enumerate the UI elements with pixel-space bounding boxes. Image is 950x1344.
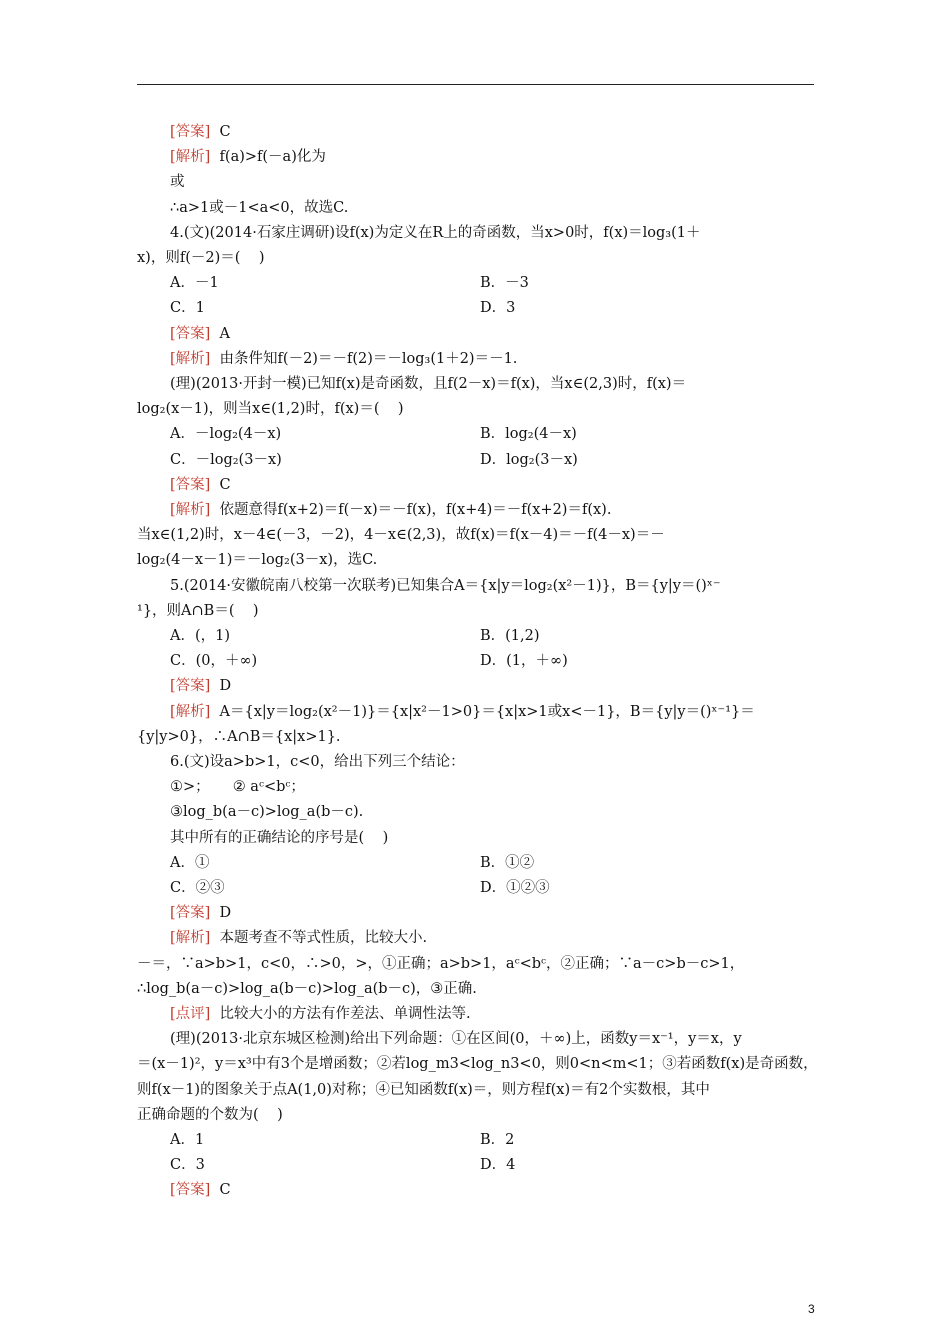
- option-right: B．(1,2): [480, 628, 540, 644]
- text-line: [170, 702, 755, 722]
- section-tag: [解析]: [170, 350, 211, 367]
- text-line: [170, 374, 686, 394]
- line-text: 其中所有的正确结论的序号是( ): [170, 829, 389, 846]
- line-text: 4.(文)(2014·石家庄调研)设f(x)为定义在R上的奇函数，当x>0时，f(x)＝log₃(1＋: [170, 224, 701, 241]
- text-line: [170, 1155, 205, 1175]
- section-tag: [解析]: [170, 703, 211, 720]
- text-line: [170, 273, 219, 293]
- line-text: x)，则f(－2)＝( ): [137, 250, 265, 266]
- line-text: 6.(文)设a>b>1，c<0，给出下列三个结论：: [170, 754, 465, 770]
- line-text: ∴a>1或－1<a<0，故选C.: [170, 199, 349, 216]
- text-line: [170, 928, 427, 948]
- text-line: [170, 802, 363, 822]
- text-line: [170, 828, 388, 848]
- text-line: [137, 979, 477, 999]
- line-text: D: [210, 678, 232, 695]
- text-line: [170, 450, 282, 470]
- line-text: 则f(x－1)的图象关于点A(1,0)对称；④已知函数f(x)＝，则方程f(x)＝有2个实数根，其中: [137, 1081, 710, 1098]
- text-line: [137, 248, 265, 268]
- line-text: －＝，∵a>b>1，c<0，∴>0，>，①正确；a>b>1，aᶜ<bᶜ，②正确；∵a－c>b－c>1，: [137, 955, 745, 972]
- section-tag: [解析]: [170, 930, 211, 947]
- text-line: [137, 954, 744, 974]
- text-line: [170, 1004, 471, 1024]
- text-line: [170, 349, 517, 369]
- section-tag: [解析]: [170, 502, 211, 518]
- option-right: D．(1，＋∞): [480, 653, 568, 670]
- line-text: 本题考查不等式性质，比较大小.: [210, 930, 428, 947]
- text-line: [170, 878, 225, 898]
- text-line: [137, 601, 259, 621]
- text-line: [170, 651, 257, 671]
- text-line: [170, 1130, 204, 1150]
- text-line: [170, 1029, 742, 1049]
- text-line: [137, 727, 341, 747]
- text-line: [170, 298, 205, 318]
- text-line: [170, 903, 231, 923]
- text-line: [170, 777, 305, 797]
- line-text: log₂(4－x－1)＝－log₂(3－x)，选C.: [137, 552, 378, 569]
- option-right: D．log₂(3－x): [480, 451, 578, 468]
- section-tag: [答案]: [170, 476, 211, 493]
- line-text: ①>； ② aᶜ<bᶜ；: [170, 779, 305, 796]
- section-tag: [点评]: [170, 1006, 211, 1022]
- text-line: [170, 122, 231, 142]
- line-text: 依题意得f(x+2)＝f(－x)＝－f(x)，f(x+4)＝－f(x+2)＝f(x).: [210, 502, 612, 518]
- line-text: A．－1: [170, 275, 219, 292]
- text-line: [170, 424, 281, 444]
- text-line: [137, 1054, 818, 1074]
- line-text: 或: [170, 174, 185, 191]
- line-text: A．1: [170, 1132, 205, 1148]
- section-tag: [答案]: [170, 325, 211, 342]
- option-right: D．①②③: [480, 880, 550, 896]
- line-text: 当x∈(1,2)时，x－4∈(－3，－2)，4－x∈(2,3)，故f(x)＝f(x－4)＝－f(4－x)＝－: [137, 527, 665, 544]
- line-text: C．②③: [170, 880, 225, 896]
- line-text: (理)(2013·开封一模)已知f(x)是奇函数，且f(2－x)＝f(x)，当x∈(2,3)时，f(x)＝: [170, 376, 687, 392]
- text-line: [170, 172, 185, 192]
- text-line: [170, 853, 209, 873]
- line-text: 正确命题的个数为( ): [137, 1106, 283, 1123]
- line-text: 比较大小的方法有作差法、单调性法等.: [210, 1006, 471, 1022]
- line-text: 5.(2014·安徽皖南八校第一次联考)已知集合A＝{x|y＝log₂(x²－1)}，B＝{y|y＝()ˣ⁻: [170, 577, 721, 594]
- line-text: C: [210, 124, 231, 140]
- text-line: [137, 399, 404, 419]
- line-text: D: [210, 905, 232, 922]
- line-text: A．(，1): [170, 628, 231, 644]
- line-text: ＝(x－1)²，y＝x³中有3个是增函数；②若log_m3<log_n3<0，则0<n<m<1；③若函数f(x)是奇函数，: [137, 1056, 818, 1073]
- line-text: A．－log₂(4－x): [170, 426, 282, 443]
- text-line: [170, 576, 721, 596]
- line-text: C: [210, 1182, 231, 1199]
- text-line: [170, 223, 701, 243]
- line-text: (理)(2013·北京东城区检测)给出下列命题：①在区间(0，＋∞)上，函数y＝x⁻¹，y＝x，y: [170, 1031, 742, 1048]
- text-line: [170, 1180, 231, 1200]
- line-text: C．3: [170, 1157, 205, 1174]
- line-text: ¹}，则A∩B＝( ): [137, 602, 259, 619]
- text-line: [137, 550, 377, 570]
- line-text: log₂(x－1)，则当x∈(1,2)时，f(x)＝( ): [137, 401, 404, 418]
- text-line: [170, 752, 465, 772]
- header-rule: [137, 84, 814, 85]
- section-tag: [答案]: [170, 905, 211, 922]
- line-text: f(a)>f(－a)化为: [210, 149, 326, 166]
- text-line: [170, 147, 326, 167]
- option-right: B．log₂(4－x): [480, 426, 577, 443]
- line-text: 由条件知f(－2)＝－f(2)＝－log₃(1＋2)＝－1.: [210, 350, 518, 367]
- option-right: D．3: [480, 300, 516, 317]
- section-tag: [答案]: [170, 678, 211, 695]
- line-text: {y|y>0}，∴A∩B＝{x|x>1}.: [137, 728, 341, 745]
- text-line: [170, 475, 231, 495]
- text-line: [137, 525, 665, 545]
- option-right: B．2: [480, 1132, 515, 1148]
- text-line: [137, 1105, 283, 1125]
- option-right: B．①②: [480, 854, 535, 871]
- line-text: C．1: [170, 300, 205, 317]
- page-number: 3: [808, 1302, 815, 1316]
- text-line: [170, 500, 611, 520]
- section-tag: [答案]: [170, 1182, 211, 1199]
- section-tag: [解析]: [170, 149, 211, 166]
- line-text: C．(0，＋∞): [170, 653, 258, 670]
- line-text: C．－log₂(3－x): [170, 451, 282, 468]
- section-tag: [答案]: [170, 124, 211, 140]
- line-text: ∴log_b(a－c)>log_a(b－c)>log_a(b－c)，③正确.: [137, 980, 477, 997]
- text-line: [170, 676, 231, 696]
- text-line: [170, 324, 230, 344]
- option-right: B．－3: [480, 275, 529, 292]
- line-text: ③log_b(a－c)>log_a(b－c).: [170, 804, 364, 821]
- text-line: [137, 1080, 710, 1100]
- line-text: A．①: [170, 854, 210, 871]
- line-text: A＝{x|y＝log₂(x²－1)}＝{x|x²－1>0}＝{x|x>1或x<－1}，B＝{y|y＝()ˣ⁻¹}＝: [210, 703, 755, 720]
- line-text: A: [210, 325, 231, 342]
- text-line: [170, 626, 230, 646]
- option-right: D．4: [480, 1157, 516, 1174]
- line-text: C: [210, 476, 231, 493]
- text-line: [170, 198, 348, 218]
